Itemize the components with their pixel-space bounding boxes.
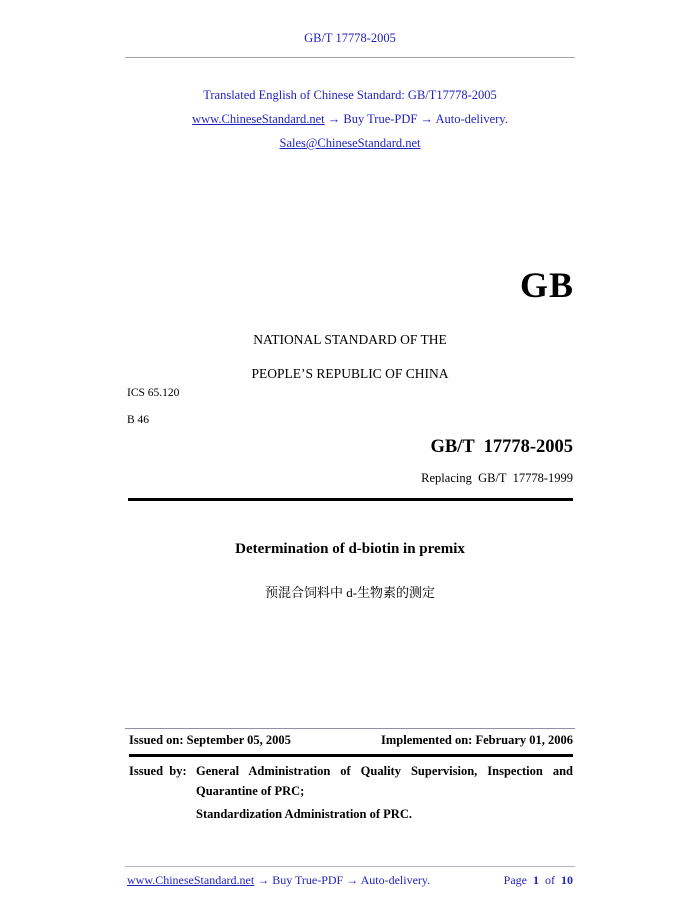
issuance-dates-row <box>129 733 573 748</box>
translation-banner <box>0 83 700 155</box>
site-link[interactable]: www.ChineseStandard.net <box>192 112 325 126</box>
arrow-icon: → <box>327 112 341 126</box>
issuance-top-rule <box>125 728 575 729</box>
footer-buy-pdf-text: Buy True-PDF <box>272 873 344 887</box>
page-indicator <box>504 873 573 888</box>
arrow-icon: → <box>346 873 359 887</box>
title-chinese: 预混合饲料中 d-生物素的测定 <box>264 585 436 600</box>
banner-email-line <box>0 131 700 155</box>
footer-site-link[interactable]: www.ChineseStandard.net <box>127 873 255 887</box>
buy-pdf-text: Buy True-PDF <box>343 112 418 126</box>
doc-number-header: GB/T 17778-2005 <box>304 31 396 45</box>
issuance-divider-rule <box>129 754 573 757</box>
issued-by-org1-line2: Quarantine of PRC; <box>196 784 305 798</box>
title-english: Determination of d-biotin in premix <box>235 541 465 557</box>
issued-by-orgs <box>196 761 573 824</box>
issued-on-date: Issued on: September 05, 2005 <box>129 733 291 747</box>
footer-link-line <box>127 873 430 888</box>
standard-name <box>0 323 700 391</box>
standard-number: GB/T 17778-2005 <box>430 437 573 457</box>
issued-by-org1-line1: General Administration of Quality Supervision, Inspection and <box>196 764 573 778</box>
issued-by-block <box>129 761 573 824</box>
ics-code: ICS 65.120 <box>127 387 180 399</box>
standard-name-line1: NATIONAL STANDARD OF THE <box>253 332 447 347</box>
arrow-icon: → <box>420 112 433 126</box>
implemented-on-date: Implemented on: February 01, 2006 <box>381 733 573 747</box>
arrow-icon: → <box>257 873 270 887</box>
total-pages: 10 <box>561 873 573 887</box>
sales-email-link[interactable]: Sales@ChineseStandard.net <box>279 136 421 150</box>
masthead-divider-rule <box>128 498 573 501</box>
of-label: of <box>545 873 555 887</box>
header-rule <box>125 57 575 58</box>
standard-name-line2: PEOPLE’S REPUBLIC OF CHINA <box>251 366 449 381</box>
translation-note: Translated English of Chinese Standard: GB/T17778-2005 <box>203 88 497 102</box>
auto-delivery-text: Auto-delivery. <box>435 112 508 126</box>
banner-link-line <box>0 107 700 131</box>
gb-logo: GB <box>519 265 574 305</box>
page-label: Page <box>503 873 527 887</box>
issued-by-org2: Standardization Administration of PRC. <box>196 807 412 821</box>
footer-auto-delivery-text: Auto-delivery. <box>360 873 431 887</box>
page-number: 1 <box>533 873 539 887</box>
footer-row <box>127 873 573 888</box>
replacing-note: Replacing GB/T 17778-1999 <box>421 471 573 485</box>
footer-rule <box>125 866 575 867</box>
class-code: B 46 <box>127 414 150 426</box>
issued-by-label: Issued by: <box>129 764 187 778</box>
